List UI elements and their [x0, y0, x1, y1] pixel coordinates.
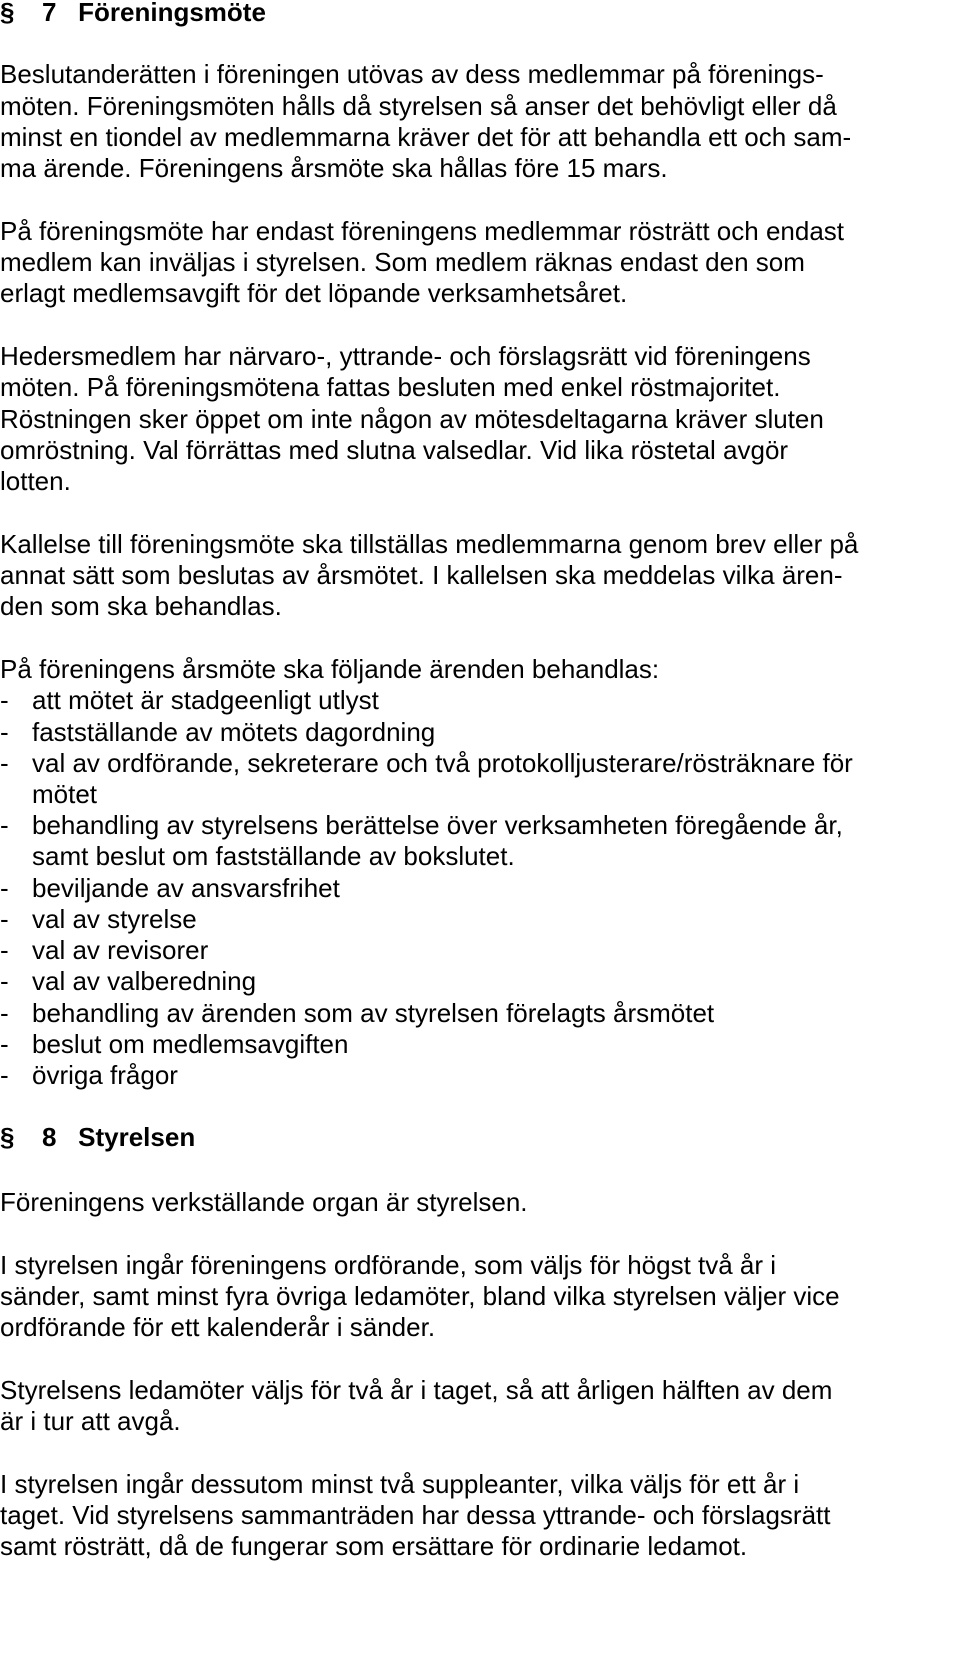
section-8-heading [0, 1121, 195, 1153]
list-item: - val av styrelse [0, 904, 197, 934]
section-7-heading [0, 0, 266, 28]
section-symbol: § [0, 0, 15, 27]
list-item: - övriga frågor [0, 1060, 178, 1090]
paragraph-line: den som ska behandlas. [0, 591, 282, 621]
paragraph-line: möten. På föreningsmötena fattas besluten med enkel röstmajoritet. [0, 372, 781, 402]
paragraph-line: är i tur att avgå. [0, 1406, 181, 1436]
paragraph-line: ma ärende. Föreningens årsmöte ska hållas före 15 mars. [0, 153, 668, 183]
paragraph-line: I styrelsen ingår dessutom minst två suppleanter, vilka väljs för ett år i [0, 1469, 800, 1499]
list-item-continuation: samt beslut om fastställande av bokslutet. [32, 841, 515, 871]
section-title: Föreningsmöte [78, 0, 266, 27]
paragraph-line: ordförande för ett kalenderår i sänder. [0, 1312, 436, 1342]
paragraph-line: annat sätt som beslutas av årsmötet. I kallelsen ska meddelas vilka ären- [0, 560, 843, 590]
paragraph-line: Röstningen sker öppet om inte någon av mötesdeltagarna kräver sluten [0, 404, 824, 434]
paragraph-line: möten. Föreningsmöten hålls då styrelsen så anser det behövligt eller då [0, 91, 837, 121]
list-item-continuation: mötet [32, 779, 98, 809]
paragraph-line: lotten. [0, 466, 71, 496]
list-item: - beviljande av ansvarsfrihet [0, 873, 340, 903]
list-item: - fastställande av mötets dagordning [0, 717, 436, 747]
paragraph-line: Hedersmedlem har närvaro-, yttrande- och förslagsrätt vid föreningens [0, 341, 811, 371]
paragraph-line: taget. Vid styrelsens sammanträden har dessa yttrande- och förslagsrätt [0, 1500, 831, 1530]
list-item: - val av revisorer [0, 935, 209, 965]
list-item: - beslut om medlemsavgiften [0, 1029, 349, 1059]
paragraph-line: Kallelse till föreningsmöte ska tillställas medlemmarna genom brev eller på [0, 529, 859, 559]
list-item: - val av valberedning [0, 966, 257, 996]
paragraph-line: medlem kan inväljas i styrelsen. Som medlem räknas endast den som [0, 247, 805, 277]
paragraph-line: omröstning. Val förrättas med slutna valsedlar. Vid lika röstetal avgör [0, 435, 789, 465]
paragraph-line: På föreningsmöte har endast föreningens medlemmar rösträtt och endast [0, 216, 845, 246]
paragraph-line: Föreningens verkställande organ är styrelsen. [0, 1187, 528, 1217]
section-number: 7 [42, 0, 57, 27]
list-item: - val av ordförande, sekreterare och två protokolljusterare/rösträknare för [0, 748, 853, 778]
paragraph-line: Beslutanderätten i föreningen utövas av dess medlemmar på förenings- [0, 59, 824, 89]
list-item: - behandling av ärenden som av styrelsen förelagts årsmötet [0, 998, 715, 1028]
paragraph-line: I styrelsen ingår föreningens ordförande, som väljs för högst två år i [0, 1250, 777, 1280]
list-item: - behandling av styrelsens berättelse över verksamheten föregående år, [0, 810, 843, 840]
section-symbol: § [0, 1122, 15, 1152]
agenda-intro: På föreningens årsmöte ska följande ärenden behandlas: [0, 654, 660, 684]
paragraph-line: samt rösträtt, då de fungerar som ersättare för ordinarie ledamot. [0, 1531, 748, 1561]
paragraph-line: erlagt medlemsavgift för det löpande verksamhetsåret. [0, 278, 628, 308]
list-item: - att mötet är stadgeenligt utlyst [0, 685, 379, 715]
section-number: 8 [42, 1122, 57, 1152]
paragraph-line: sänder, samt minst fyra övriga ledamöter, bland vilka styrelsen väljer vice [0, 1281, 840, 1311]
section-title: Styrelsen [78, 1122, 196, 1152]
paragraph-line: minst en tiondel av medlemmarna kräver det för att behandla ett och sam- [0, 122, 852, 152]
paragraph-line: Styrelsens ledamöter väljs för två år i taget, så att årligen hälften av dem [0, 1375, 833, 1405]
